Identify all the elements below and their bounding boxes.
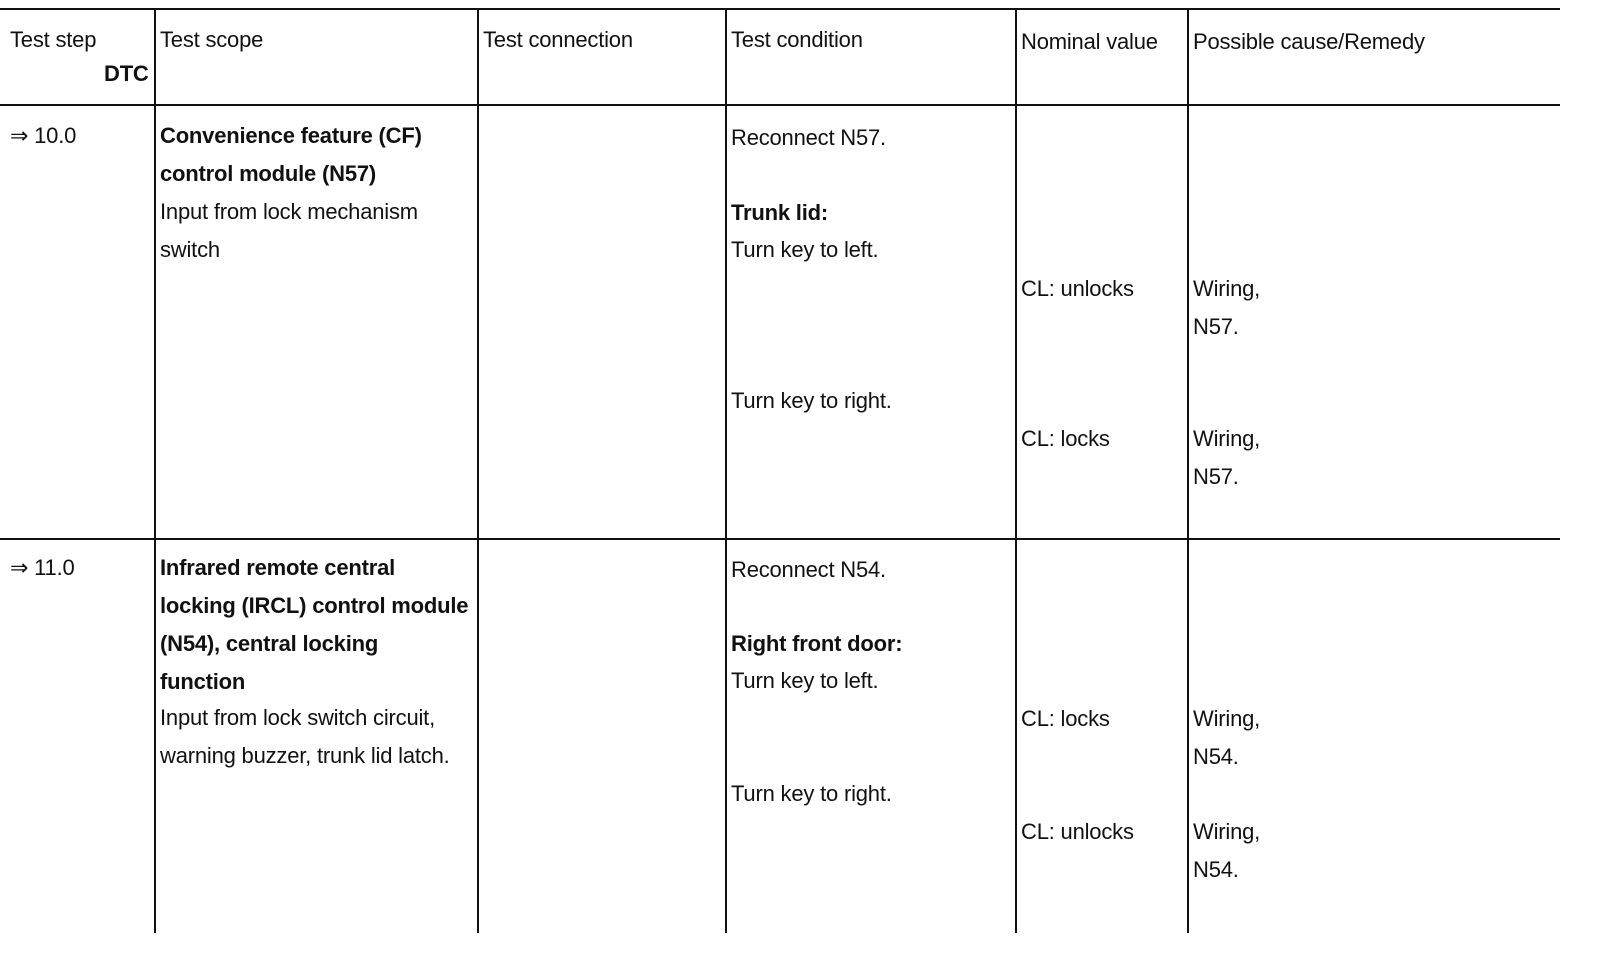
condition-location: Trunk lid: <box>731 200 829 225</box>
remedy-line: N54. <box>1193 857 1239 882</box>
condition-turn-right: Turn key to right. <box>731 781 892 806</box>
row-divider <box>0 538 1560 540</box>
nominal-value: CL: unlocks <box>1021 819 1134 844</box>
scope-title-line: (N54), central locking <box>160 631 379 656</box>
remedy-line: N54. <box>1193 744 1239 769</box>
column-divider-condition <box>1015 8 1017 933</box>
remedy-line: Wiring, <box>1193 276 1261 301</box>
scope-title-line: function <box>160 669 246 694</box>
scope-description-line: Input from lock mechanism <box>160 199 418 224</box>
remedy-line: N57. <box>1193 464 1239 489</box>
header-test-condition: Test condition <box>731 27 863 52</box>
remedy-line: Wiring, <box>1193 426 1261 451</box>
header-test-step: Test step <box>10 27 97 52</box>
remedy-line: Wiring, <box>1193 819 1261 844</box>
table-top-rule <box>0 8 1560 10</box>
condition-turn-left: Turn key to left. <box>731 237 879 262</box>
remedy <box>1193 420 1260 496</box>
scope-title-line: locking (IRCL) control module <box>160 593 469 618</box>
remedy <box>1193 700 1260 776</box>
remedy <box>1193 270 1260 346</box>
remedy <box>1193 813 1260 889</box>
test-scope-description <box>160 699 450 775</box>
scope-description-line: switch <box>160 237 220 262</box>
header-test-scope: Test scope <box>160 27 264 52</box>
scope-title-line: Convenience feature (CF) <box>160 123 422 148</box>
test-step-number: ⇒ 10.0 <box>10 123 77 148</box>
test-step-number: ⇒ 11.0 <box>10 555 75 580</box>
column-divider-step <box>154 8 156 933</box>
scope-description-line: Input from lock switch circuit, <box>160 705 435 730</box>
condition-location: Right front door: <box>731 631 903 656</box>
remedy-line: Wiring, <box>1193 706 1261 731</box>
remedy-line: N57. <box>1193 314 1239 339</box>
header-test-connection: Test connection <box>483 27 633 52</box>
column-divider-scope <box>477 8 479 933</box>
scope-title-line: Infrared remote central <box>160 555 396 580</box>
test-scope-title <box>160 549 468 701</box>
scope-description-line: warning buzzer, trunk lid latch. <box>160 743 450 768</box>
test-scope-title <box>160 117 422 193</box>
column-divider-nominal <box>1187 8 1189 933</box>
condition-reconnect: Reconnect N57. <box>731 125 886 150</box>
nominal-value: CL: unlocks <box>1021 276 1134 301</box>
column-divider-connection <box>725 8 727 933</box>
condition-turn-right: Turn key to right. <box>731 388 892 413</box>
header-nominal-value: Nominal value <box>1021 29 1158 54</box>
test-scope-description <box>160 193 418 269</box>
header-possible-cause: Possible cause/Remedy <box>1193 29 1425 54</box>
nominal-value: CL: locks <box>1021 426 1110 451</box>
scope-title-line: control module (N57) <box>160 161 377 186</box>
condition-turn-left: Turn key to left. <box>731 668 879 693</box>
condition-reconnect: Reconnect N54. <box>731 557 886 582</box>
nominal-value: CL: locks <box>1021 706 1110 731</box>
header-bottom-rule <box>0 104 1560 106</box>
header-dtc: DTC <box>104 61 149 86</box>
